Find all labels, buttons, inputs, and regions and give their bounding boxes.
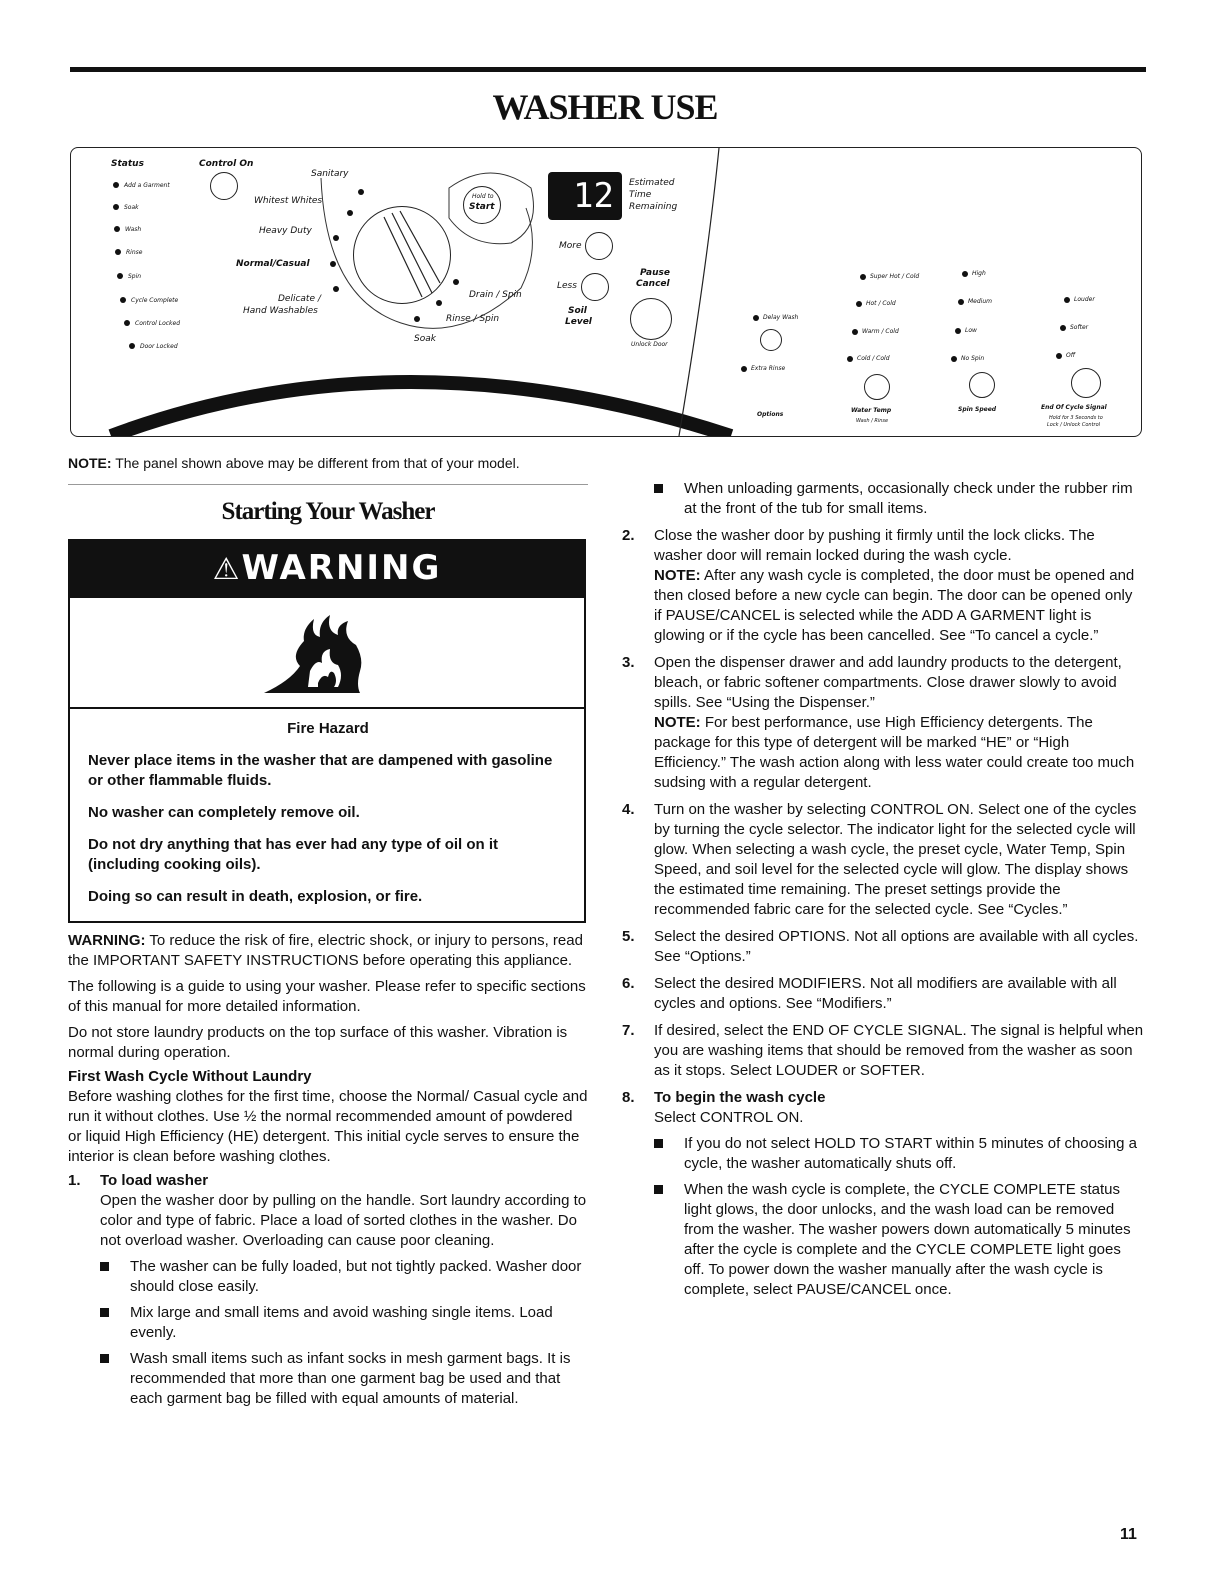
fire-hazard-icon bbox=[260, 611, 370, 696]
status-light bbox=[113, 182, 119, 188]
end-signal-sub: Hold for 3 Seconds to bbox=[1049, 415, 1103, 421]
warning-box bbox=[68, 539, 586, 923]
options-button[interactable] bbox=[760, 329, 782, 351]
status-light bbox=[129, 343, 135, 349]
step-number: 6. bbox=[622, 975, 635, 992]
status-item: Cycle Complete bbox=[131, 297, 179, 304]
step-text: Select the desired MODIFIERS. Not all modifiers are available with all cycles and options. See “Modifiers.” bbox=[654, 975, 1117, 1012]
cycle-label: Hand Washables bbox=[243, 306, 318, 316]
step-title: To begin the wash cycle bbox=[654, 1089, 826, 1106]
control-on-label: Control On bbox=[199, 159, 254, 169]
temp-item: Super Hot / Cold bbox=[870, 273, 920, 280]
list-item bbox=[622, 1180, 1144, 1300]
spin-light bbox=[951, 356, 957, 362]
cycle-label: Soak bbox=[414, 334, 436, 344]
cycle-light bbox=[347, 210, 353, 216]
estimated-label: Remaining bbox=[629, 202, 678, 212]
step-text: Open the dispenser drawer and add laundry products to the detergent, bleach, or fabric softener compartments. Close drawer slowly to avoid spills. See “Using the Dispenser.” bbox=[654, 654, 1122, 711]
cycle-label: Heavy Duty bbox=[259, 226, 312, 236]
step-turn-on bbox=[622, 800, 1144, 920]
step-text: Turn on the washer by selecting CONTROL ON. Select one of the cycles by turning the cycle selector. The indicator light for the selected cycle will glow. When selecting a wash cycle, the preset cycle, Water Temp, Spin Speed, and soil level for the selected cycle will glow. The display shows the estimated time remaining. The preset settings provide the recommended fabric care for the selected cycle. See “Cycles.” bbox=[654, 801, 1137, 918]
status-item: Add a Garment bbox=[124, 182, 170, 189]
hold-to-label: Hold to bbox=[472, 193, 494, 200]
step-close-door bbox=[622, 526, 1144, 566]
start-label: Start bbox=[469, 202, 495, 212]
step-number: 2. bbox=[622, 527, 635, 544]
cycle-light bbox=[333, 286, 339, 292]
warning-header-text: WARNING bbox=[241, 548, 442, 588]
warning-paragraph bbox=[68, 931, 588, 971]
signal-light bbox=[1056, 353, 1062, 359]
cycle-label: Delicate / bbox=[278, 294, 321, 304]
warning-triangle-icon: ⚠ bbox=[212, 552, 242, 587]
signal-light bbox=[1064, 297, 1070, 303]
cycle-label: Rinse / Spin bbox=[446, 314, 500, 324]
bullet-text: When unloading garments, occasionally check under the rubber rim at the front of the tub for small items. bbox=[684, 480, 1133, 517]
soil-label: Level bbox=[565, 317, 592, 327]
list-item bbox=[68, 1303, 588, 1343]
step-number: 3. bbox=[622, 654, 635, 671]
step-load bbox=[68, 1171, 588, 1251]
cycle-label: Whitest Whites bbox=[254, 196, 323, 206]
pause-label: Pause bbox=[640, 268, 670, 278]
warning-line: No washer can completely remove oil. bbox=[88, 804, 360, 821]
warning-hazard-title: Fire Hazard bbox=[287, 720, 369, 737]
page-title: WASHER USE bbox=[492, 87, 718, 127]
cycle-light bbox=[453, 279, 459, 285]
spin-speed-button[interactable] bbox=[969, 372, 995, 398]
end-signal-sub: Lock / Unlock Control bbox=[1047, 422, 1101, 428]
status-title: Status bbox=[111, 159, 144, 169]
temp-light bbox=[856, 301, 862, 307]
control-on-button[interactable] bbox=[210, 172, 238, 200]
step-number: 4. bbox=[622, 801, 635, 818]
step-modifiers bbox=[622, 974, 1144, 1014]
step-number: 1. bbox=[68, 1172, 81, 1189]
panel-note bbox=[68, 455, 520, 471]
cycle-light bbox=[358, 189, 364, 195]
step-number: 5. bbox=[622, 928, 635, 945]
signal-light bbox=[1060, 325, 1066, 331]
page-number: 11 bbox=[1120, 1526, 1137, 1543]
water-temp-sub: Wash / Rinse bbox=[856, 418, 889, 424]
left-column bbox=[68, 931, 588, 1409]
step-note bbox=[622, 566, 1144, 646]
warning-line: Do not dry anything that has ever had any type of oil on it (including cooking oils). bbox=[88, 836, 499, 873]
section-title: Starting Your Washer bbox=[221, 498, 435, 525]
bullet-text: Wash small items such as infant socks in mesh garment bags. It is recommended that more than one garment bag be used and that each garment bag be filled with equal amounts of material. bbox=[130, 1350, 571, 1407]
bullet-icon bbox=[100, 1354, 109, 1363]
option-light bbox=[741, 366, 747, 372]
cycle-light bbox=[414, 316, 420, 322]
top-rule bbox=[70, 67, 1146, 72]
status-item: Control Locked bbox=[135, 320, 181, 327]
end-of-cycle-signal-button[interactable] bbox=[1071, 368, 1101, 398]
note-text: The panel shown above may be different from that of your model. bbox=[115, 455, 520, 471]
warning-header bbox=[70, 541, 584, 596]
warning-label: WARNING: bbox=[68, 932, 146, 949]
step-note bbox=[622, 713, 1144, 793]
list-item bbox=[622, 1134, 1144, 1174]
bullet-icon bbox=[100, 1262, 109, 1271]
warning-line: Doing so can result in death, explosion, or fire. bbox=[88, 888, 423, 905]
cycle-light bbox=[330, 261, 336, 267]
signal-item: Off bbox=[1066, 352, 1076, 359]
option-item: Delay Wash bbox=[763, 314, 799, 321]
less-label: Less bbox=[557, 281, 577, 291]
note-text: For best performance, use High Efficiency detergents. The package for this type of detergent will be marked “HE” or “High Efficiency.” The wash action along with less water could create too much sudsing with a regular detergent. bbox=[654, 714, 1135, 791]
more-label: More bbox=[559, 241, 582, 251]
step-add-detergent bbox=[622, 653, 1144, 713]
step-title: To load washer bbox=[100, 1172, 209, 1189]
spin-item: No Spin bbox=[961, 355, 985, 362]
spin-item: High bbox=[972, 270, 986, 277]
signal-item: Louder bbox=[1074, 296, 1095, 303]
note-label: NOTE: bbox=[654, 714, 701, 731]
list-item bbox=[622, 479, 1144, 519]
temp-item: Hot / Cold bbox=[866, 300, 896, 307]
options-label: Options bbox=[757, 411, 784, 418]
less-button[interactable] bbox=[581, 273, 609, 301]
bullet-icon bbox=[100, 1308, 109, 1317]
status-light bbox=[114, 226, 120, 232]
step-text: Select CONTROL ON. bbox=[654, 1109, 804, 1126]
spin-item: Medium bbox=[968, 298, 992, 305]
status-light bbox=[113, 204, 119, 210]
knob-ridges bbox=[354, 207, 450, 303]
step-text: Select the desired OPTIONS. Not all options are available with all cycles. See “Options.” bbox=[654, 928, 1139, 965]
bullet-icon bbox=[654, 1139, 663, 1148]
step-number: 8. bbox=[622, 1089, 635, 1106]
estimated-label: Time bbox=[629, 190, 652, 200]
pause-cancel-button[interactable] bbox=[630, 298, 672, 340]
water-temp-button[interactable] bbox=[864, 374, 890, 400]
first-wash-title: First Wash Cycle Without Laundry bbox=[68, 1068, 312, 1085]
list-item bbox=[68, 1257, 588, 1297]
status-item: Rinse bbox=[126, 249, 143, 256]
section-rule bbox=[68, 484, 588, 485]
spin-light bbox=[962, 271, 968, 277]
cancel-label: Cancel bbox=[636, 279, 670, 289]
right-column bbox=[622, 479, 1144, 1300]
step-text: Open the washer door by pulling on the handle. Sort laundry according to color and type of fabric. Place a load of sorted clothes in the washer. Do not overload washer. Overloading can cause poor cleaning. bbox=[100, 1192, 587, 1249]
unlock-door-label: Unlock Door bbox=[631, 341, 668, 348]
bullet-icon bbox=[654, 1185, 663, 1194]
cycle-label: Sanitary bbox=[311, 169, 349, 179]
warning-divider bbox=[70, 707, 584, 709]
status-item: Spin bbox=[128, 273, 142, 280]
cycle-selector-knob[interactable] bbox=[353, 206, 451, 304]
spin-light bbox=[955, 328, 961, 334]
temp-light bbox=[847, 356, 853, 362]
spin-item: Low bbox=[965, 327, 977, 334]
more-button[interactable] bbox=[585, 232, 613, 260]
step-text: Close the washer door by pushing it firmly until the lock clicks. The washer door will remain locked during the wash cycle. bbox=[654, 527, 1095, 564]
status-light bbox=[124, 320, 130, 326]
list-item bbox=[68, 1349, 588, 1409]
status-item: Door Locked bbox=[140, 343, 178, 350]
bullet-text: If you do not select HOLD TO START within 5 minutes of choosing a cycle, the washer automatically shuts off. bbox=[684, 1135, 1138, 1172]
spin-light bbox=[958, 299, 964, 305]
step-end-signal bbox=[622, 1021, 1144, 1081]
status-light bbox=[117, 273, 123, 279]
bullet-text: The washer can be fully loaded, but not tightly packed. Washer door should close easily. bbox=[130, 1258, 582, 1295]
warning-body bbox=[88, 719, 568, 919]
option-light bbox=[753, 315, 759, 321]
first-wash-text: Before washing clothes for the first time, choose the Normal/ Casual cycle and run it without clothes. Use ½ the normal recommended amount of powdered or liquid High Efficiency (HE) detergent. This initial cycle serves to ensure the interior is clean before washing clothes. bbox=[68, 1088, 588, 1165]
step-text: If desired, select the END OF CYCLE SIGNAL. The signal is helpful when you are washing items that should be removed from the washer as soon as it stops. Select LOUDER or SOFTER. bbox=[654, 1022, 1144, 1079]
cycle-label: Drain / Spin bbox=[469, 290, 522, 300]
cycle-label: Normal/Casual bbox=[236, 259, 310, 269]
note-label: NOTE: bbox=[654, 567, 701, 584]
warning-divider bbox=[70, 596, 584, 598]
bullet-text: When the wash cycle is complete, the CYCLE COMPLETE status light glows, the door unlocks, and the wash load can be removed from the washer. The washer powers down automatically 5 minutes after the cycle is complete and the CYCLE COMPLETE light goes off. To power down the washer manually after the wash cycle is complete, select PAUSE/CANCEL once. bbox=[684, 1181, 1131, 1298]
estimated-label: Estimated bbox=[629, 178, 675, 188]
spin-speed-label: Spin Speed bbox=[958, 406, 997, 413]
cycle-light bbox=[333, 235, 339, 241]
status-item: Soak bbox=[124, 204, 139, 211]
bullet-icon bbox=[654, 484, 663, 493]
status-light bbox=[120, 297, 126, 303]
intro-paragraph: The following is a guide to using your washer. Please refer to specific sections of this manual for more detailed information. bbox=[68, 978, 586, 1015]
warning-line: Never place items in the washer that are dampened with gasoline or other flammable fluids. bbox=[88, 752, 553, 789]
option-item: Extra Rinse bbox=[751, 365, 786, 372]
signal-item: Softer bbox=[1070, 324, 1089, 331]
temp-light bbox=[852, 329, 858, 335]
temp-item: Warm / Cold bbox=[862, 328, 899, 335]
step-number: 7. bbox=[622, 1022, 635, 1039]
temp-item: Cold / Cold bbox=[857, 355, 890, 362]
note-text: After any wash cycle is completed, the door must be opened and then closed before a new cycle can begin. The door can be opened only if PAUSE/CANCEL is selected while the ADD A GARMENT light is glowing or if the cycle has been cancelled. See “To cancel a cycle.” bbox=[654, 567, 1135, 644]
soil-label: Soil bbox=[568, 306, 587, 316]
bullet-text: Mix large and small items and avoid washing single items. Load evenly. bbox=[130, 1304, 553, 1341]
step-options bbox=[622, 927, 1144, 967]
warning-text: To reduce the risk of fire, electric shock, or injury to persons, read the IMPORTANT SAFETY INSTRUCTIONS before operating this appliance. bbox=[68, 932, 583, 969]
storage-paragraph: Do not store laundry products on the top surface of this washer. Vibration is normal during operation. bbox=[68, 1024, 568, 1061]
temp-light bbox=[860, 274, 866, 280]
time-display: 12 bbox=[548, 172, 622, 220]
status-light bbox=[115, 249, 121, 255]
water-temp-label: Water Temp bbox=[851, 407, 892, 414]
step-begin bbox=[622, 1088, 1144, 1128]
note-label: NOTE: bbox=[68, 455, 112, 471]
status-item: Wash bbox=[125, 226, 142, 233]
end-signal-label: End Of Cycle Signal bbox=[1041, 404, 1107, 411]
control-panel-illustration bbox=[70, 147, 1142, 437]
